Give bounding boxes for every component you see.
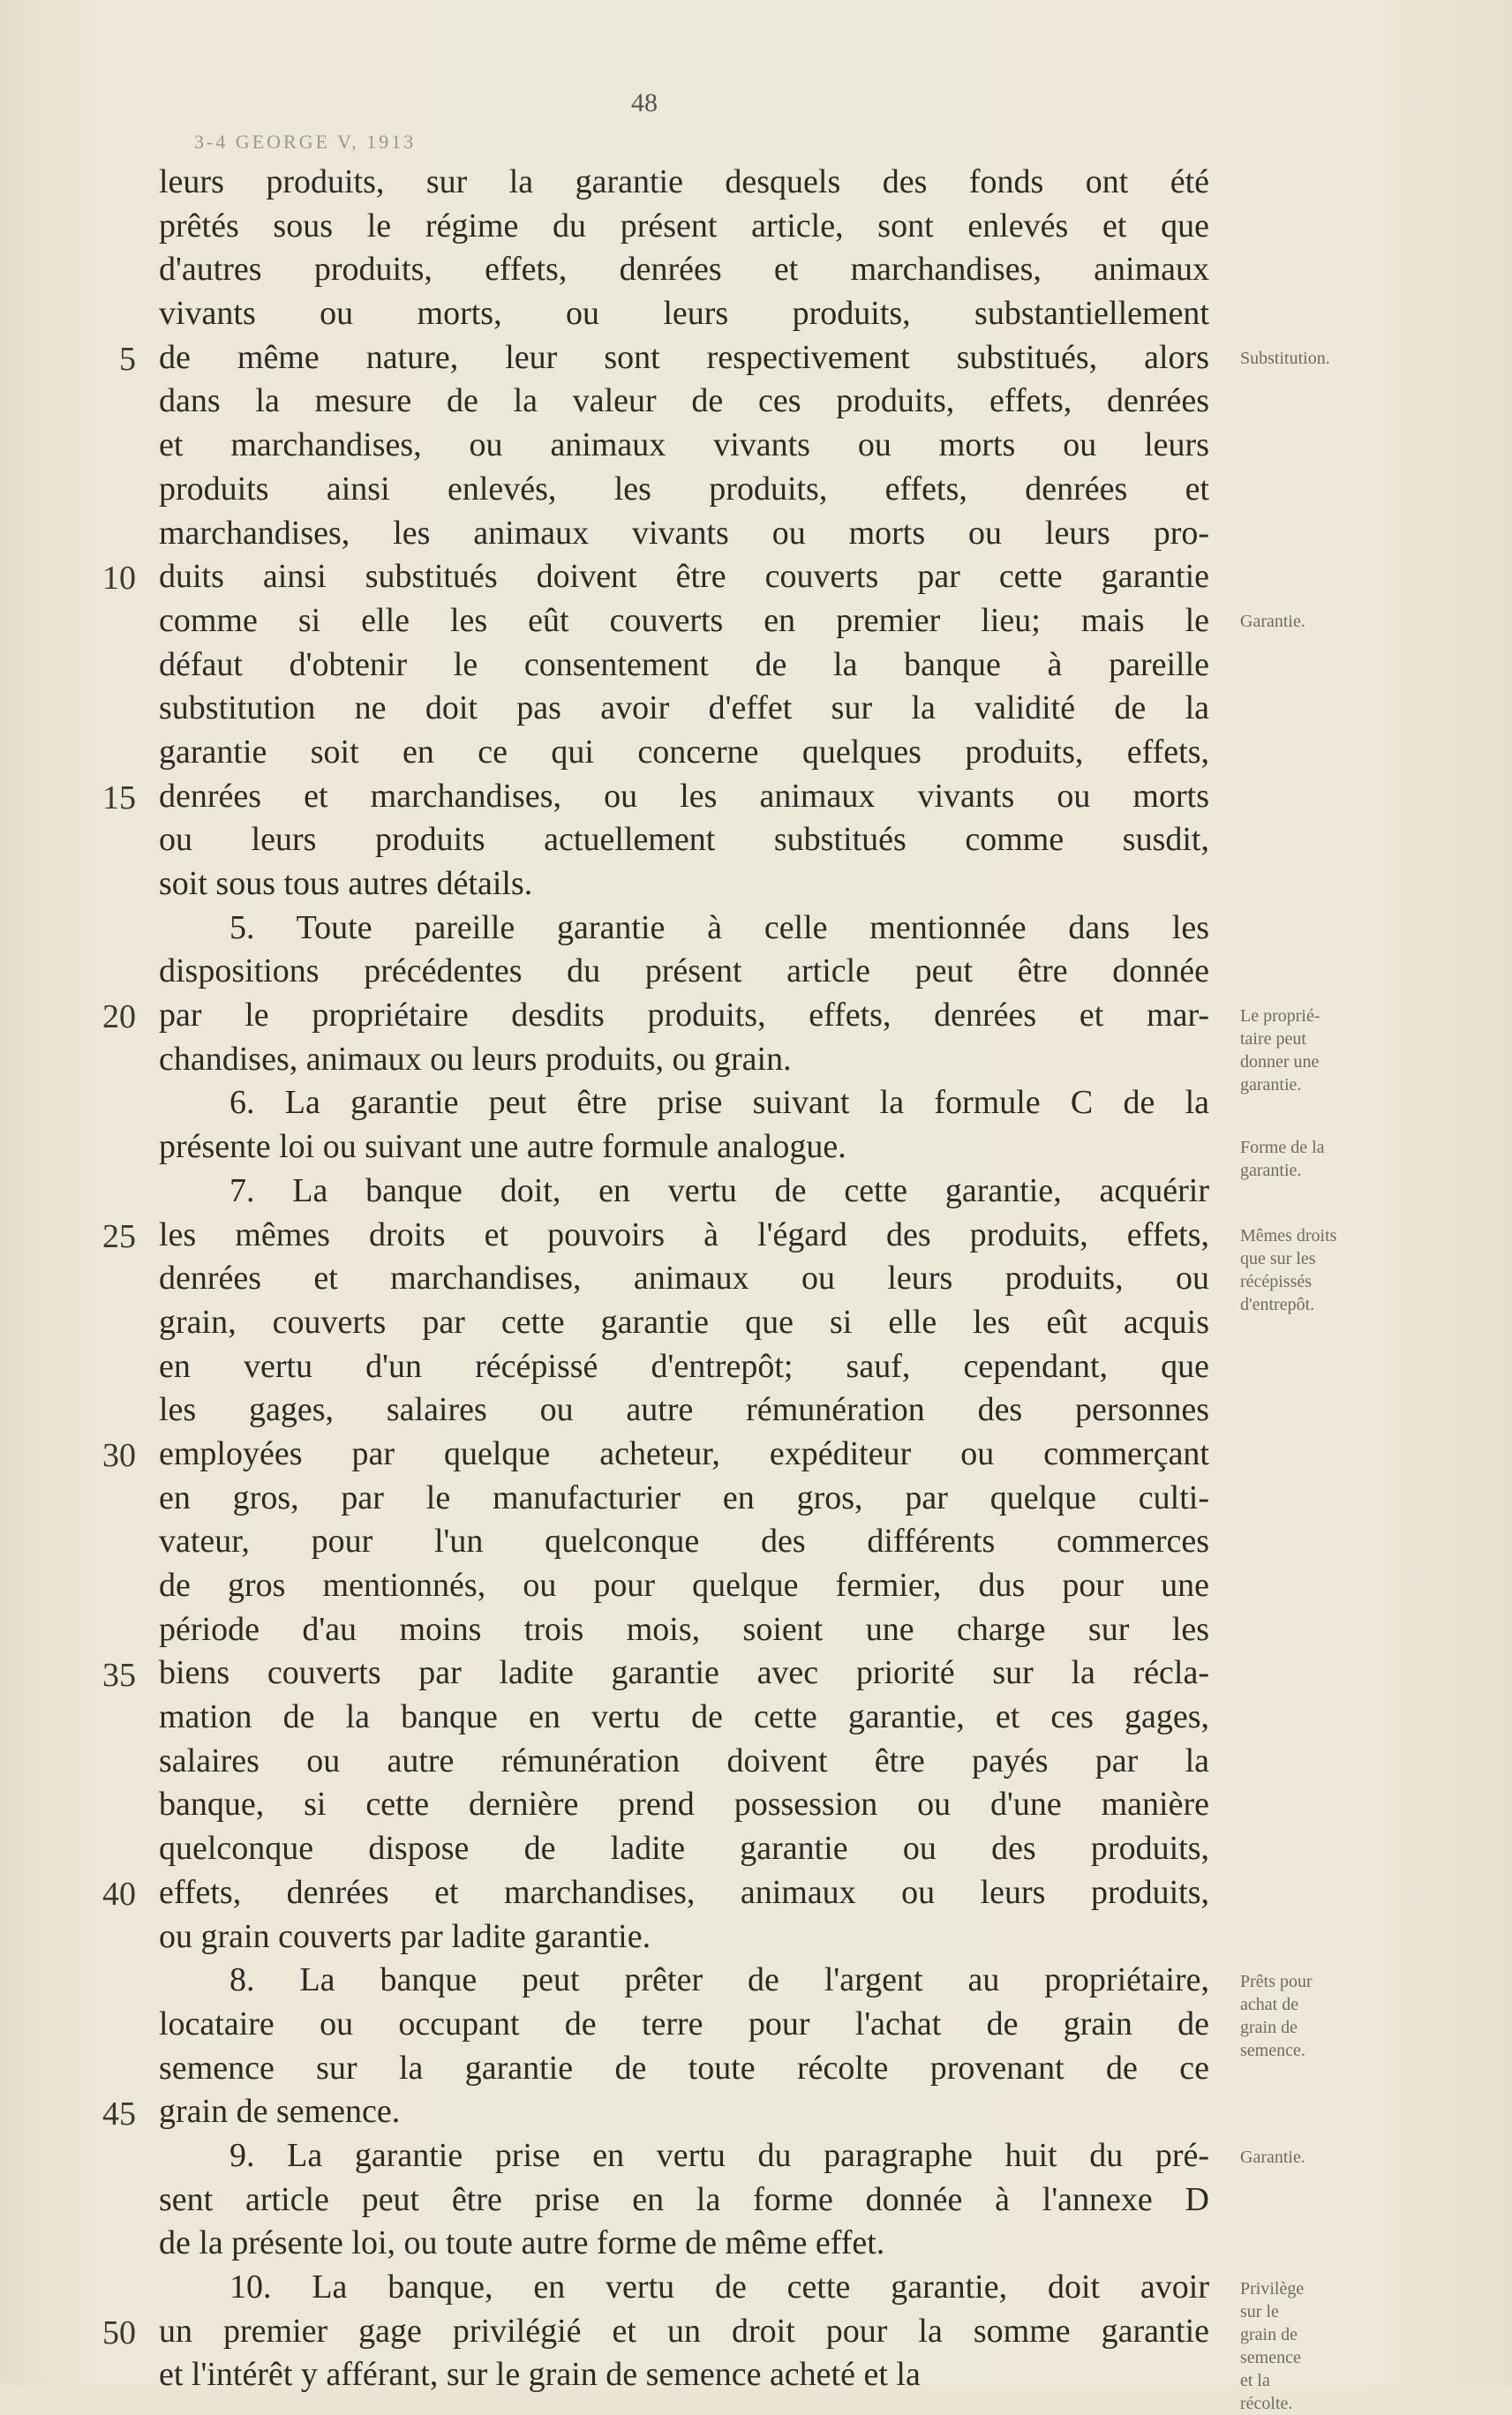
text-line: 10. La banque, en vertu de cette garantie, doit avoir: [229, 2268, 1209, 2306]
text-line: salaires ou autre rémunération doivent être payés par la: [159, 1742, 1209, 1779]
text-line: denrées et marchandises, ou les animaux vivants ou morts: [159, 777, 1209, 815]
text-line: substitution ne doit pas avoir d'effet sur la validité de la: [159, 689, 1209, 727]
text-line: les gages, salaires ou autre rémunération des personnes: [159, 1391, 1209, 1429]
line-number: 25: [102, 1217, 136, 1255]
text-line: en vertu d'un récépissé d'entrepôt; sauf, cependant, que: [159, 1347, 1209, 1385]
page-number: 48: [631, 88, 658, 117]
text-line: banque, si cette dernière prend possession ou d'une manière: [159, 1786, 1209, 1824]
line-number: 15: [102, 779, 136, 816]
text-line: chandises, animaux ou leurs produits, ou grain.: [159, 1040, 792, 1078]
margin-note: Forme de la garantie.: [1240, 1138, 1325, 1181]
text-line: en gros, par le manufacturier en gros, par quelque culti-: [159, 1478, 1209, 1516]
line-number: 5: [119, 340, 136, 378]
text-line: ou grain couverts par ladite garantie.: [159, 1917, 651, 1955]
margin-note: Mêmes droits que sur les récépissés d'entrepôt.: [1240, 1225, 1337, 1314]
text-line: 7. La banque doit, en vertu de cette garantie, acquérir: [229, 1171, 1209, 1209]
text-line: 6. La garantie peut être prise suivant la formule C de la: [229, 1084, 1209, 1122]
text-line: les mêmes droits et pouvoirs à l'égard des produits, effets,: [159, 1215, 1209, 1253]
text-line: par le propriétaire desdits produits, effets, denrées et mar-: [159, 997, 1209, 1034]
text-line: denrées et marchandises, animaux ou leurs produits, ou: [159, 1260, 1209, 1298]
text-line: 8. La banque peut prêter de l'argent au propriétaire,: [229, 1961, 1209, 1999]
line-number: 35: [102, 1656, 136, 1694]
text-line: défaut d'obtenir le consentement de la banque à pareille: [159, 645, 1209, 683]
text-line: produits ainsi enlevés, les produits, effets, denrées et: [159, 470, 1209, 508]
text-line: de même nature, leur sont respectivement substitués, alors: [159, 338, 1209, 376]
margin-note: Le proprié- taire peut donner une garantie.: [1240, 1006, 1320, 1095]
text-line: ou leurs produits actuellement substitués comme susdit,: [159, 821, 1209, 859]
text-line: mation de la banque en vertu de cette garantie, et ces gages,: [159, 1698, 1209, 1736]
text-line: d'autres produits, effets, denrées et marchandises, animaux: [159, 251, 1209, 289]
text-line: dans la mesure de la valeur de ces produits, effets, denrées: [159, 382, 1209, 420]
text-line: vateur, pour l'un quelconque des différents commerces: [159, 1523, 1209, 1561]
text-line: employées par quelque acheteur, expéditeur ou commerçant: [159, 1434, 1209, 1472]
text-line: quelconque dispose de ladite garantie ou des produits,: [159, 1830, 1209, 1868]
text-line: de la présente loi, ou toute autre forme de même effet.: [159, 2224, 885, 2262]
margin-note: Garantie.: [1240, 2147, 1305, 2167]
line-number: 30: [102, 1437, 136, 1475]
text-line: vivants ou morts, ou leurs produits, substantiellement: [159, 295, 1209, 333]
running-head: 3-4 GEORGE V, 1913: [194, 131, 417, 153]
text-line: soit sous tous autres détails.: [159, 865, 533, 902]
text-line: leurs produits, sur la garantie desquels des fonds ont été: [159, 163, 1209, 200]
text-line: 9. La garantie prise en vertu du paragraphe huit du pré-: [229, 2136, 1209, 2174]
line-number: 50: [102, 2314, 136, 2352]
text-line: effets, denrées et marchandises, animaux ou leurs produits,: [159, 1873, 1209, 1911]
text-line: période d'au moins trois mois, soient une charge sur les: [159, 1610, 1209, 1648]
text-line: dispositions précédentes du présent article peut être donnée: [159, 952, 1209, 990]
text-line: grain de semence.: [159, 2093, 401, 2131]
margin-note: Substitution.: [1240, 348, 1330, 368]
text-line: présente loi ou suivant une autre formule analogue.: [159, 1128, 846, 1166]
line-number: 40: [102, 1876, 136, 1914]
margin-note: Garantie.: [1240, 612, 1305, 631]
text-line: 5. Toute pareille garantie à celle mentionnée dans les: [229, 908, 1209, 946]
text-line: de gros mentionnés, ou pour quelque fermier, dus pour une: [159, 1567, 1209, 1604]
text-line: garantie soit en ce qui concerne quelques produits, effets,: [159, 733, 1209, 771]
text-line: biens couverts par ladite garantie avec priorité sur la récla-: [159, 1654, 1209, 1692]
text-line: un premier gage privilégié et un droit pour la somme garantie: [159, 2312, 1209, 2350]
line-number: 45: [102, 2095, 136, 2133]
text-line: et l'intérêt y afférant, sur le grain de semence acheté et la: [159, 2356, 921, 2394]
text-line: marchandises, les animaux vivants ou morts ou leurs pro-: [159, 514, 1209, 552]
line-number: 20: [102, 998, 136, 1036]
text-line: duits ainsi substitués doivent être couverts par cette garantie: [159, 558, 1209, 596]
text-line: semence sur la garantie de toute récolte provenant de ce: [159, 2049, 1209, 2087]
text-line: comme si elle les eût couverts en premier lieu; mais le: [159, 601, 1209, 639]
margin-note: Privilège sur le grain de semence et la récolte.: [1240, 2278, 1305, 2413]
body-text: [159, 161, 1209, 2397]
margin-note: Prêts pour achat de grain de semence.: [1240, 1971, 1313, 2060]
line-number: 10: [102, 560, 136, 598]
text-line: sent article peut être prise en la forme donnée à l'annexe D: [159, 2180, 1209, 2218]
text-line: grain, couverts par cette garantie que si elle les eût acquis: [159, 1303, 1209, 1341]
text-line: et marchandises, ou animaux vivants ou morts ou leurs: [159, 426, 1209, 464]
text-line: prêtés sous le régime du présent article, sont enlevés et que: [159, 207, 1209, 245]
text-line: locataire ou occupant de terre pour l'achat de grain de: [159, 2005, 1209, 2043]
